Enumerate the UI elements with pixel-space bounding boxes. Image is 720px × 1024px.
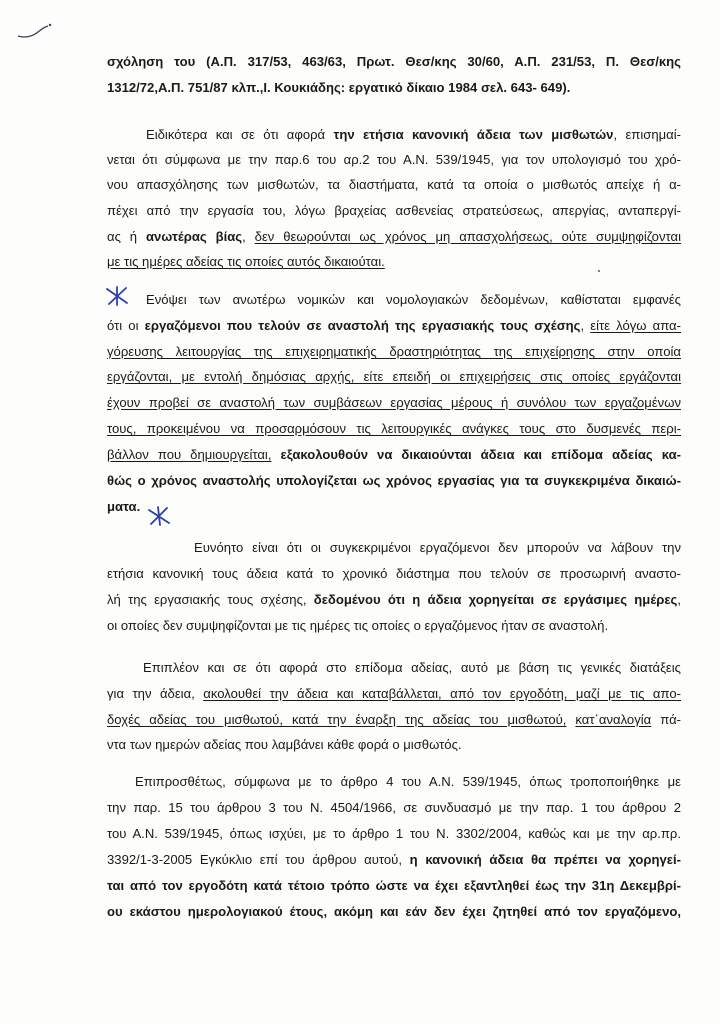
text-segment: Ευνόητο είναι ότι οι συγκεκριμένοι εργαζόμενοι δεν μπορούν να λάβουν την (194, 540, 681, 555)
text-segment: Επιπροσθέτως, σύμφωνα με το άρθρο 4 του Α.Ν. 539/1945, όπως τροποποιήθηκε με (135, 774, 681, 789)
text-line (107, 252, 681, 271)
text-line (194, 538, 681, 557)
text-segment: δεδομένου ότι η άδεια χορηγείται σε εργάσιμες ημέρες (313, 592, 678, 607)
text-line (107, 616, 681, 635)
text-line (107, 445, 681, 464)
text-segment: πά- (651, 712, 681, 727)
text-segment: του Α.Ν. 539/1945, όπως ισχύει, με το άρθρο 1 του Ν. 3302/2004, καθώς και με την αρ.πρ. (107, 826, 681, 841)
text-segment: νεται ότι σύμφωνα με την παρ.6 του αρ.2 του Α.Ν. 539/1945, για τον υπολογισμό του χρό- (107, 152, 681, 167)
text-segment: θώς ο χρόνος αναστολής υπολογίζεται ως χρόνος εργασίας για τα συγκεκριμένα δικαιώ- (107, 473, 681, 488)
text-line (107, 497, 681, 516)
text-segment: Ειδικότερα και σε ότι αφορά (146, 127, 334, 142)
text-line (107, 201, 681, 220)
text-line (107, 227, 681, 246)
text-segment: ται από τον εργοδότη κατά τέτοιο τρόπο ώστε να έχει εξαντληθεί έως την 31η Δεκεμβρί- (107, 878, 681, 893)
text-line (107, 393, 681, 412)
text-segment: δοχές αδείας του μισθωτού, κατά την έναρξη της αδείας του μισθωτού, (107, 712, 567, 727)
text-segment: ματα. (107, 499, 141, 514)
text-line (107, 735, 681, 754)
text-segment: , (580, 318, 591, 333)
text-segment: ετήσια κανονική τους άδεια κατά το χρονικό διάστημα που τελούν σε προσωρινή αναστο- (107, 566, 681, 581)
text-segment: γόρευσης λειτουργίας της επιχειρηματικής δραστηριότητας της επιχείρησης στην οποία (107, 344, 681, 359)
text-line (107, 590, 681, 609)
text-segment: ου εκάστου ημερολογιακού έτους, ακόμη και εάν δεν έχει ζητηθεί από τον εργαζόμενο, (107, 904, 681, 919)
text-segment: κατ΄αναλογία (575, 712, 652, 727)
text-segment: για την άδεια, (107, 686, 204, 701)
text-segment: ανωτέρας βίας (145, 229, 243, 244)
text-line (107, 850, 681, 869)
text-segment: ότι οι (107, 318, 145, 333)
text-segment: εργάζονται, με εντολή δημόσιας αρχής, είτε επειδή οι επιχειρήσεις στις οποίες εργάζονται (107, 369, 681, 384)
text-line (107, 419, 681, 438)
text-segment: δεν θεωρούνται ως χρόνος μη απασχολήσεως, ούτε συμψηφίζονται (254, 229, 681, 244)
text-segment: την ετήσια κανονική άδεια των μισθωτών (333, 127, 614, 142)
text-line (107, 150, 681, 169)
text-segment: έχουν προβεί σε αναστολή των συμβάσεων εργασίας μέρους ή συνόλου των εργαζομένων (107, 395, 681, 410)
text-segment: τους, προκειμένου να προσαρμόσουν τις λειτουργικές ανάγκες τους στο δυσμενές περι- (107, 421, 681, 436)
text-line (107, 710, 681, 729)
scan-speck (598, 270, 600, 272)
text-line (107, 564, 681, 583)
text-line (107, 902, 681, 921)
text-segment: , (677, 592, 681, 607)
text-line (107, 342, 681, 361)
text-segment: νου απασχόλησης των μισθωτών, τα διαστήματα, κατά τα οποία ο μισθωτός απείχε ή α- (107, 177, 681, 192)
text-segment: Επιπλέον και σε ότι αφορά στο επίδομα αδείας, αυτό με βάση τις γενικές διατάξεις (143, 660, 681, 675)
text-segment: ας ή (107, 229, 146, 244)
text-segment: την παρ. 15 του άρθρου 3 του Ν. 4504/1966, σε συνδυασμό με την παρ. 1 του άρθρου 2 (107, 800, 681, 815)
handwritten-asterisk-mark (104, 285, 130, 307)
text-line (107, 52, 681, 71)
text-line (146, 290, 681, 309)
text-segment: 3392/1-3-2005 Εγκύκλιο επί του άρθρου αυτού, (107, 852, 410, 867)
text-line (107, 78, 681, 97)
text-line (143, 658, 681, 677)
text-segment: ντα των ημερών αδείας που λαμβάνει κάθε φορά ο μισθωτός. (107, 737, 462, 752)
text-segment: η κανονική άδεια θα πρέπει να χορηγεί- (409, 852, 681, 867)
text-segment: λή της εργασιακής τους σχέσης, (107, 592, 314, 607)
text-segment: βάλλον που δημιουργείται, (107, 447, 272, 462)
text-line (107, 798, 681, 817)
text-line (135, 772, 681, 791)
text-segment: με τις ημέρες αδείας τις οποίες αυτός δικαιούται. (107, 254, 385, 269)
pen-scribble-mark (14, 18, 54, 42)
text-segment: , (242, 229, 255, 244)
text-segment: 1312/72,Α.Π. 751/87 κλπ.,Ι. Κουκιάδης: εργατικό δίκαιο 1984 σελ. 643- 649). (107, 80, 571, 95)
text-line (107, 824, 681, 843)
handwritten-asterisk-mark (146, 505, 172, 527)
text-segment: είτε λόγω απα- (590, 318, 681, 333)
text-segment: , επισημαί- (613, 127, 681, 142)
text-segment: σχόληση του (Α.Π. 317/53, 463/63, Πρωτ. Θεσ/κης 30/60, Α.Π. 231/53, Π. Θεσ/κης (107, 54, 681, 69)
text-line (107, 684, 681, 703)
text-segment: πέχει από την εργασία του, λόγω βραχείας ασθενείας στρατεύσεως, απεργίας, ανταπεργί- (107, 203, 681, 218)
text-segment (271, 447, 280, 462)
text-segment: ακολουθεί την άδεια και καταβάλλεται, από τον εργοδότη, μαζί με τις απο- (203, 686, 681, 701)
text-line (107, 316, 681, 335)
text-line (107, 175, 681, 194)
text-segment: Ενόψει των ανωτέρω νομικών και νομολογιακών δεδομένων, καθίσταται εμφανές (146, 292, 681, 307)
text-line (107, 367, 681, 386)
text-line (107, 471, 681, 490)
text-line (146, 125, 681, 144)
text-segment: εξακολουθούν να δικαιούνται άδεια και επίδομα αδείας κα- (280, 447, 681, 462)
text-line (107, 876, 681, 895)
text-segment: εργαζόμενοι που τελούν σε αναστολή της εργασιακής τους σχέσης (144, 318, 581, 333)
text-segment: οι οποίες δεν συμψηφίζονται με τις ημέρες τις οποίες ο εργαζόμενος ήταν σε αναστολή. (107, 618, 609, 633)
